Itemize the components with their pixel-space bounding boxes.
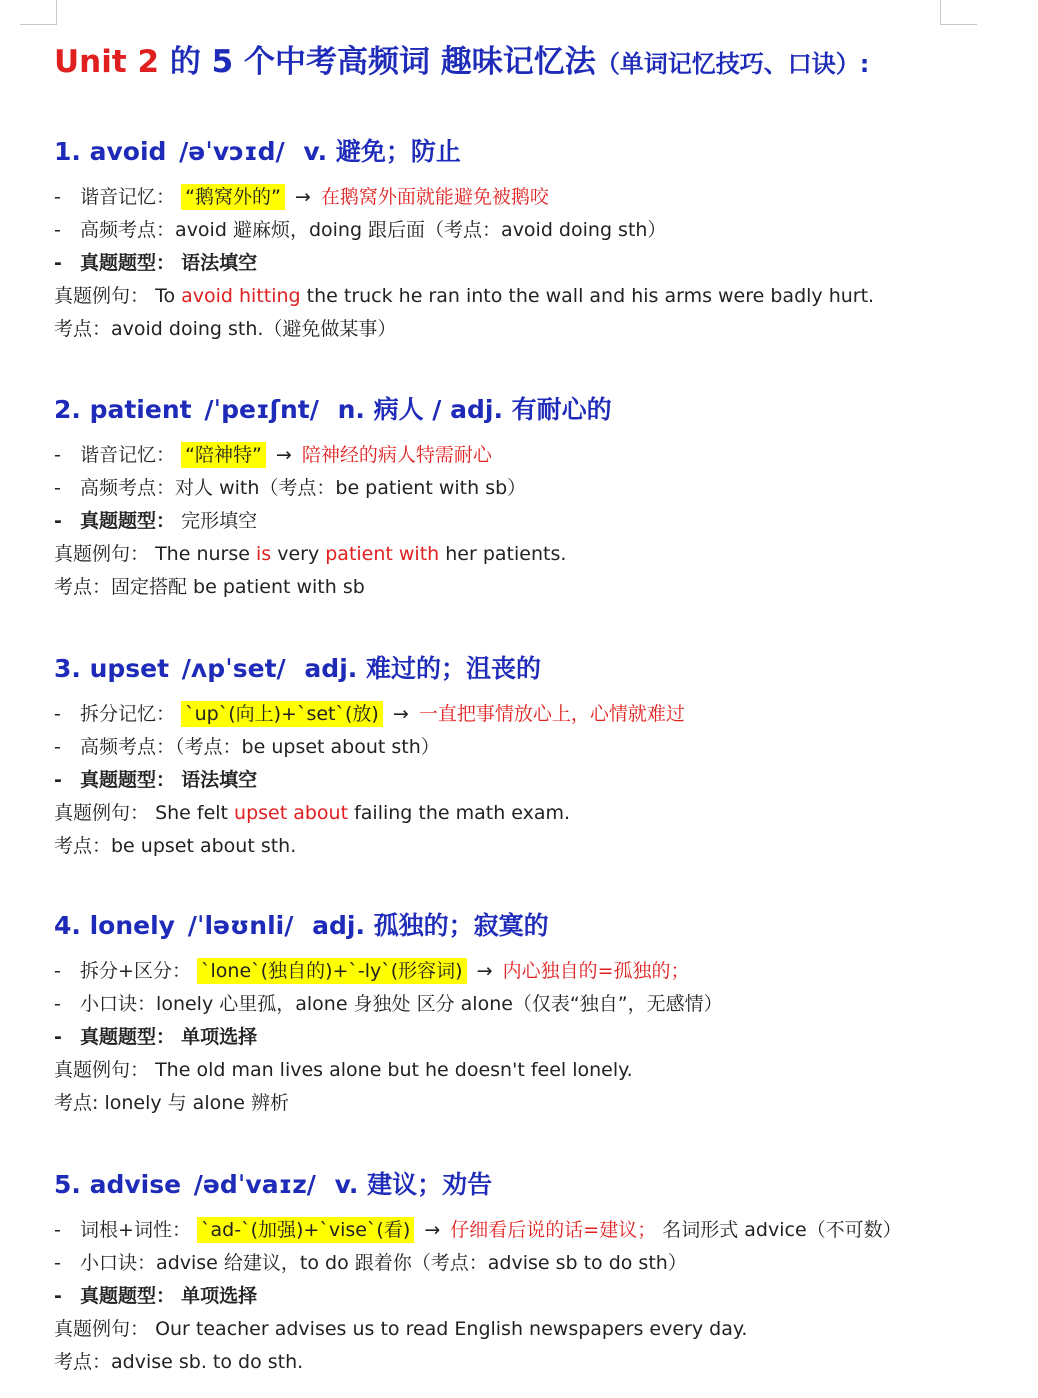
bullet-dash: - (54, 703, 61, 725)
memory-tip-explanation: 一直把事情放心上，心情就难过 (418, 703, 685, 725)
question-type-line (54, 1280, 1004, 1313)
question-type-label: 真题题型： (80, 769, 176, 791)
bullet-dash: - (54, 769, 62, 791)
example-part: To (155, 285, 182, 307)
example-label: 真题例句： (54, 285, 150, 307)
exam-point-text: 考点: lonely 与 alone 辨析 (54, 1092, 289, 1114)
question-type-label: 真题题型： (80, 252, 176, 274)
memory-tip-highlight: `up`(向上)+`set`(放) (181, 701, 383, 727)
example-part: The nurse (155, 543, 256, 565)
word-meaning: 病人 / adj. 有耐心的 (373, 395, 612, 424)
bullet-dash: - (54, 219, 61, 241)
example-label: 真题例句： (54, 1318, 150, 1340)
word-phonetic: /ədˈvaɪz/ (193, 1170, 316, 1199)
memory-tip-line (54, 955, 1004, 988)
memory-tip-line (54, 439, 1004, 472)
memory-tip-highlight: “陪神特” (181, 442, 266, 468)
bullet-dash: - (54, 510, 62, 532)
word-heading (54, 651, 1004, 687)
memory-tip-line (54, 181, 1004, 214)
frequent-point-line (54, 472, 1004, 505)
memory-tip-extra: 名词形式 advice（不可数） (662, 1219, 902, 1241)
example-part: Our teacher advises us to read English newspapers every day. (155, 1318, 748, 1340)
word-part-of-speech: v. (334, 1170, 359, 1199)
word-part-of-speech: adj. (312, 911, 365, 940)
example-part: She felt (155, 802, 235, 824)
bullet-dash: - (54, 252, 62, 274)
example-sentence-line (54, 538, 1004, 571)
memory-tip-line (54, 1214, 1004, 1247)
exam-point-line (54, 830, 1004, 863)
question-type-value: 单项选择 (181, 1026, 258, 1048)
exam-point-line (54, 571, 1004, 604)
frequent-point-text: 高频考点：（考点：be upset about sth） (80, 736, 440, 758)
word-phonetic: /ʌpˈset/ (181, 654, 286, 683)
question-type-label: 真题题型： (80, 1285, 176, 1307)
word-notes (54, 439, 1004, 604)
right-arrow-icon: → (275, 444, 292, 466)
frequent-point-text: 高频考点：avoid 避麻烦，doing 跟后面（考点：avoid doing sth） (80, 219, 667, 241)
word-section (54, 651, 1004, 863)
memory-tip-line (54, 698, 1004, 731)
title-subtitle: （单词记忆技巧、口诀）: (595, 50, 870, 78)
example-sentence-line (54, 1054, 1004, 1087)
bullet-dash: - (54, 444, 61, 466)
exam-point-line (54, 1087, 1004, 1120)
frequent-point-line (54, 214, 1004, 247)
word-phonetic: /əˈvɔɪd/ (179, 137, 285, 166)
frequent-point-line (54, 988, 1004, 1021)
example-key-phrase: upset about (234, 802, 349, 824)
word-meaning: 避免；防止 (335, 137, 461, 166)
word-section (54, 134, 1004, 346)
word-section (54, 908, 1004, 1120)
word-heading (54, 908, 1004, 944)
example-key-phrase: is (255, 543, 272, 565)
question-type-line (54, 1021, 1004, 1054)
bullet-dash: - (54, 993, 61, 1015)
example-part: her patients. (439, 543, 567, 565)
right-arrow-icon: → (476, 960, 493, 982)
word-notes (54, 955, 1004, 1120)
question-type-line (54, 764, 1004, 797)
word-meaning: 难过的；沮丧的 (365, 654, 541, 683)
word-text: 1. avoid (54, 137, 167, 166)
right-arrow-icon: → (294, 186, 311, 208)
frequent-point-text: 小口诀：lonely 心里孤，alone 身独处 区分 alone（仅表“独自”，无感情） (80, 993, 723, 1015)
example-part: the truck he ran into the wall and his arms were badly hurt. (300, 285, 875, 307)
exam-point-text: 考点：固定搭配 be patient with sb (54, 576, 365, 598)
memory-tip-highlight: “鹅窝外的” (181, 184, 285, 210)
example-key-phrase: avoid hitting (181, 285, 301, 307)
example-label: 真题例句： (54, 802, 150, 824)
right-arrow-icon: → (424, 1219, 441, 1241)
word-heading (54, 1167, 1004, 1203)
question-type-line (54, 247, 1004, 280)
word-notes (54, 1214, 1004, 1379)
word-section (54, 1167, 1004, 1379)
right-arrow-icon: → (392, 703, 409, 725)
frequent-point-text: 高频考点：对人 with（考点：be patient with sb） (80, 477, 527, 499)
word-text: 5. advise (54, 1170, 182, 1199)
word-text: 4. lonely (54, 911, 175, 940)
page-title (54, 36, 869, 81)
bullet-dash: - (54, 1219, 61, 1241)
example-label: 真题例句： (54, 1059, 150, 1081)
question-type-value: 语法填空 (181, 769, 258, 791)
frequent-point-line (54, 1247, 1004, 1280)
memory-tip-label: 拆分记忆： (80, 703, 176, 725)
page-corner-mark-right (940, 0, 977, 25)
question-type-label: 真题题型： (80, 1026, 176, 1048)
word-phonetic: /ˈpeɪʃnt/ (204, 395, 319, 424)
question-type-label: 真题题型： (80, 510, 176, 532)
memory-tip-explanation: 陪神经的病人特需耐心 (301, 444, 492, 466)
exam-point-line (54, 313, 1004, 346)
question-type-line (54, 505, 1004, 538)
word-text: 3. upset (54, 654, 170, 683)
bullet-dash: - (54, 960, 61, 982)
memory-tip-label: 拆分+区分： (80, 960, 191, 982)
example-sentence-line (54, 797, 1004, 830)
example-part: very (271, 543, 326, 565)
memory-tip-explanation: 仔细看后说的话=建议； (450, 1219, 657, 1241)
memory-tip-label: 谐音记忆： (80, 186, 176, 208)
question-type-value: 单项选择 (181, 1285, 258, 1307)
question-type-value: 完形填空 (181, 510, 258, 532)
memory-tip-label: 词根+词性： (80, 1219, 191, 1241)
memory-tip-highlight: `lone`(独自的)+`-ly`(形容词) (197, 958, 467, 984)
exam-point-text: 考点：avoid doing sth.（避免做某事） (54, 318, 397, 340)
bullet-dash: - (54, 1026, 62, 1048)
question-type-value: 语法填空 (181, 252, 258, 274)
bullet-dash: - (54, 1252, 61, 1274)
bullet-dash: - (54, 736, 61, 758)
exam-point-text: 考点：be upset about sth. (54, 835, 297, 857)
memory-tip-explanation: 内心独自的=孤独的； (502, 960, 690, 982)
word-meaning: 孤独的；寂寞的 (373, 911, 549, 940)
bullet-dash: - (54, 186, 61, 208)
exam-point-text: 考点：advise sb. to do sth. (54, 1351, 304, 1373)
word-part-of-speech: n. (337, 395, 365, 424)
word-notes (54, 698, 1004, 863)
word-section (54, 392, 1004, 604)
example-sentence-line (54, 1313, 1004, 1346)
bullet-dash: - (54, 1285, 62, 1307)
example-sentence-line (54, 280, 1004, 313)
bullet-dash: - (54, 477, 61, 499)
word-heading (54, 134, 1004, 170)
example-label: 真题例句： (54, 543, 150, 565)
title-main: 的 5 个中考高频词 趣味记忆法 (159, 44, 596, 80)
example-part: failing the math exam. (348, 802, 571, 824)
word-text: 2. patient (54, 395, 192, 424)
exam-point-line (54, 1346, 1004, 1379)
title-unit: Unit 2 (54, 44, 160, 80)
word-part-of-speech: v. (303, 137, 328, 166)
memory-tip-label: 谐音记忆： (80, 444, 176, 466)
frequent-point-line (54, 731, 1004, 764)
memory-tip-explanation: 在鹅窝外面就能避免被鹅咬 (320, 186, 549, 208)
memory-tip-highlight: `ad-`(加强)+`vise`(看) (197, 1217, 414, 1243)
word-heading (54, 392, 1004, 428)
word-notes (54, 181, 1004, 346)
example-key-phrase: patient with (325, 543, 440, 565)
frequent-point-text: 小口诀：advise 给建议，to do 跟着你（考点：advise sb to do sth） (80, 1252, 687, 1274)
word-part-of-speech: adj. (304, 654, 358, 683)
word-phonetic: /ˈləʊnli/ (187, 911, 294, 940)
word-meaning: 建议；劝告 (367, 1170, 493, 1199)
example-part: The old man lives alone but he doesn't feel lonely. (155, 1059, 633, 1081)
page-corner-mark-left (20, 0, 57, 25)
